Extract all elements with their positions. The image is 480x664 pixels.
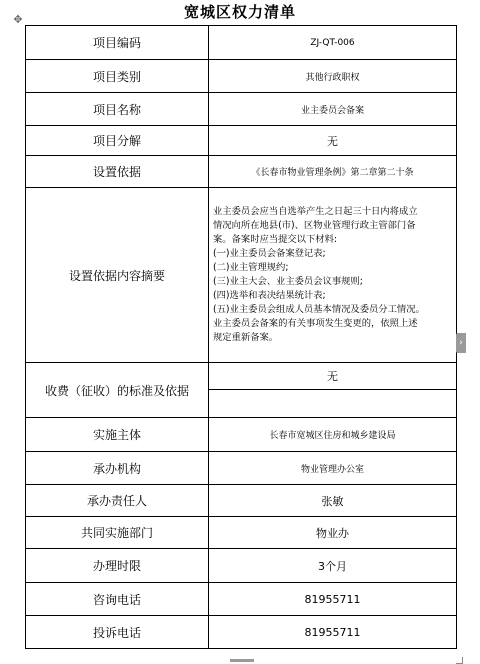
row-value-project-breakdown: 无 — [209, 126, 457, 156]
row-label-inquiry-phone: 咨询电话 — [26, 583, 209, 616]
row-value-fee-standard-extra — [209, 390, 457, 418]
row-label-project-name: 项目名称 — [26, 93, 209, 126]
table-row — [26, 93, 457, 126]
row-value-inquiry-phone: 81955711 — [209, 583, 457, 616]
row-label-joint-department: 共同实施部门 — [26, 517, 209, 549]
row-value-project-code: ZJ-QT-006 — [209, 26, 457, 60]
summary-line: 业主委员会应当自选举产生之日起三十日内将成立 — [213, 206, 418, 217]
summary-line: 业主委员会备案的有关事项发生变更的，依照上述 — [213, 318, 418, 329]
row-label-legal-basis: 设置依据 — [26, 156, 209, 188]
row-value-time-limit: 3个月 — [209, 549, 457, 583]
row-value-complaint-phone: 81955711 — [209, 616, 457, 649]
table-row — [26, 452, 457, 485]
row-label-basis-summary: 设置依据内容摘要 — [26, 188, 209, 363]
summary-line: 情况向所在地县(市)、区物业管理行政主管部门备 — [213, 220, 416, 231]
table-row — [26, 363, 457, 390]
table-row — [26, 418, 457, 452]
row-value-project-category: 其他行政职权 — [209, 60, 457, 93]
table-resize-handle[interactable] — [230, 659, 254, 662]
table-row — [26, 517, 457, 549]
row-label-fee-standard: 收费（征收）的标准及依据 — [26, 363, 209, 418]
row-label-implementing-body: 实施主体 — [26, 418, 209, 452]
row-label-time-limit: 办理时限 — [26, 549, 209, 583]
power-list-table — [25, 25, 457, 649]
table-row — [26, 188, 457, 363]
row-label-project-breakdown: 项目分解 — [26, 126, 209, 156]
row-value-fee-standard: 无 — [209, 363, 457, 390]
row-label-project-category: 项目类别 — [26, 60, 209, 93]
row-value-joint-department: 物业办 — [209, 517, 457, 549]
row-value-handling-agency: 物业管理办公室 — [209, 452, 457, 485]
table-row — [26, 549, 457, 583]
table-row — [26, 583, 457, 616]
summary-line: (一)业主委员会备案登记表; — [213, 248, 326, 259]
table-row — [26, 156, 457, 188]
table-row — [26, 126, 457, 156]
table-row — [26, 60, 457, 93]
row-label-responsible-person: 承办责任人 — [26, 485, 209, 517]
row-label-complaint-phone: 投诉电话 — [26, 616, 209, 649]
summary-line: (三)业主大会、业主委员会议事规则; — [213, 276, 363, 287]
row-label-handling-agency: 承办机构 — [26, 452, 209, 485]
table-row — [26, 616, 457, 649]
page-title: 宽城区权力清单 — [183, 3, 296, 21]
summary-line: (五)业主委员会组成人员基本情况及委员分工情况。 — [213, 304, 425, 315]
summary-line: 规定重新备案。 — [213, 332, 279, 343]
row-value-implementing-body: 长春市宽城区住房和城乡建设局 — [209, 418, 457, 452]
summary-line: (四)选举和表决结果统计表; — [213, 290, 326, 301]
summary-line: 案。备案时应当提交以下材料: — [213, 234, 337, 245]
chevron-right-icon[interactable]: › — [456, 333, 466, 353]
row-value-basis-summary — [209, 188, 457, 363]
table-move-handle-icon[interactable]: ✥ — [13, 13, 23, 26]
row-value-responsible-person: 张敏 — [209, 485, 457, 517]
row-value-project-name: 业主委员会备案 — [209, 93, 457, 126]
summary-line: (二)业主管理规约; — [213, 262, 289, 273]
table-row — [26, 485, 457, 517]
table-row — [26, 26, 457, 60]
row-label-project-code: 项目编码 — [26, 26, 209, 60]
row-value-legal-basis: 《长春市物业管理条例》第二章第二十条 — [209, 156, 457, 188]
